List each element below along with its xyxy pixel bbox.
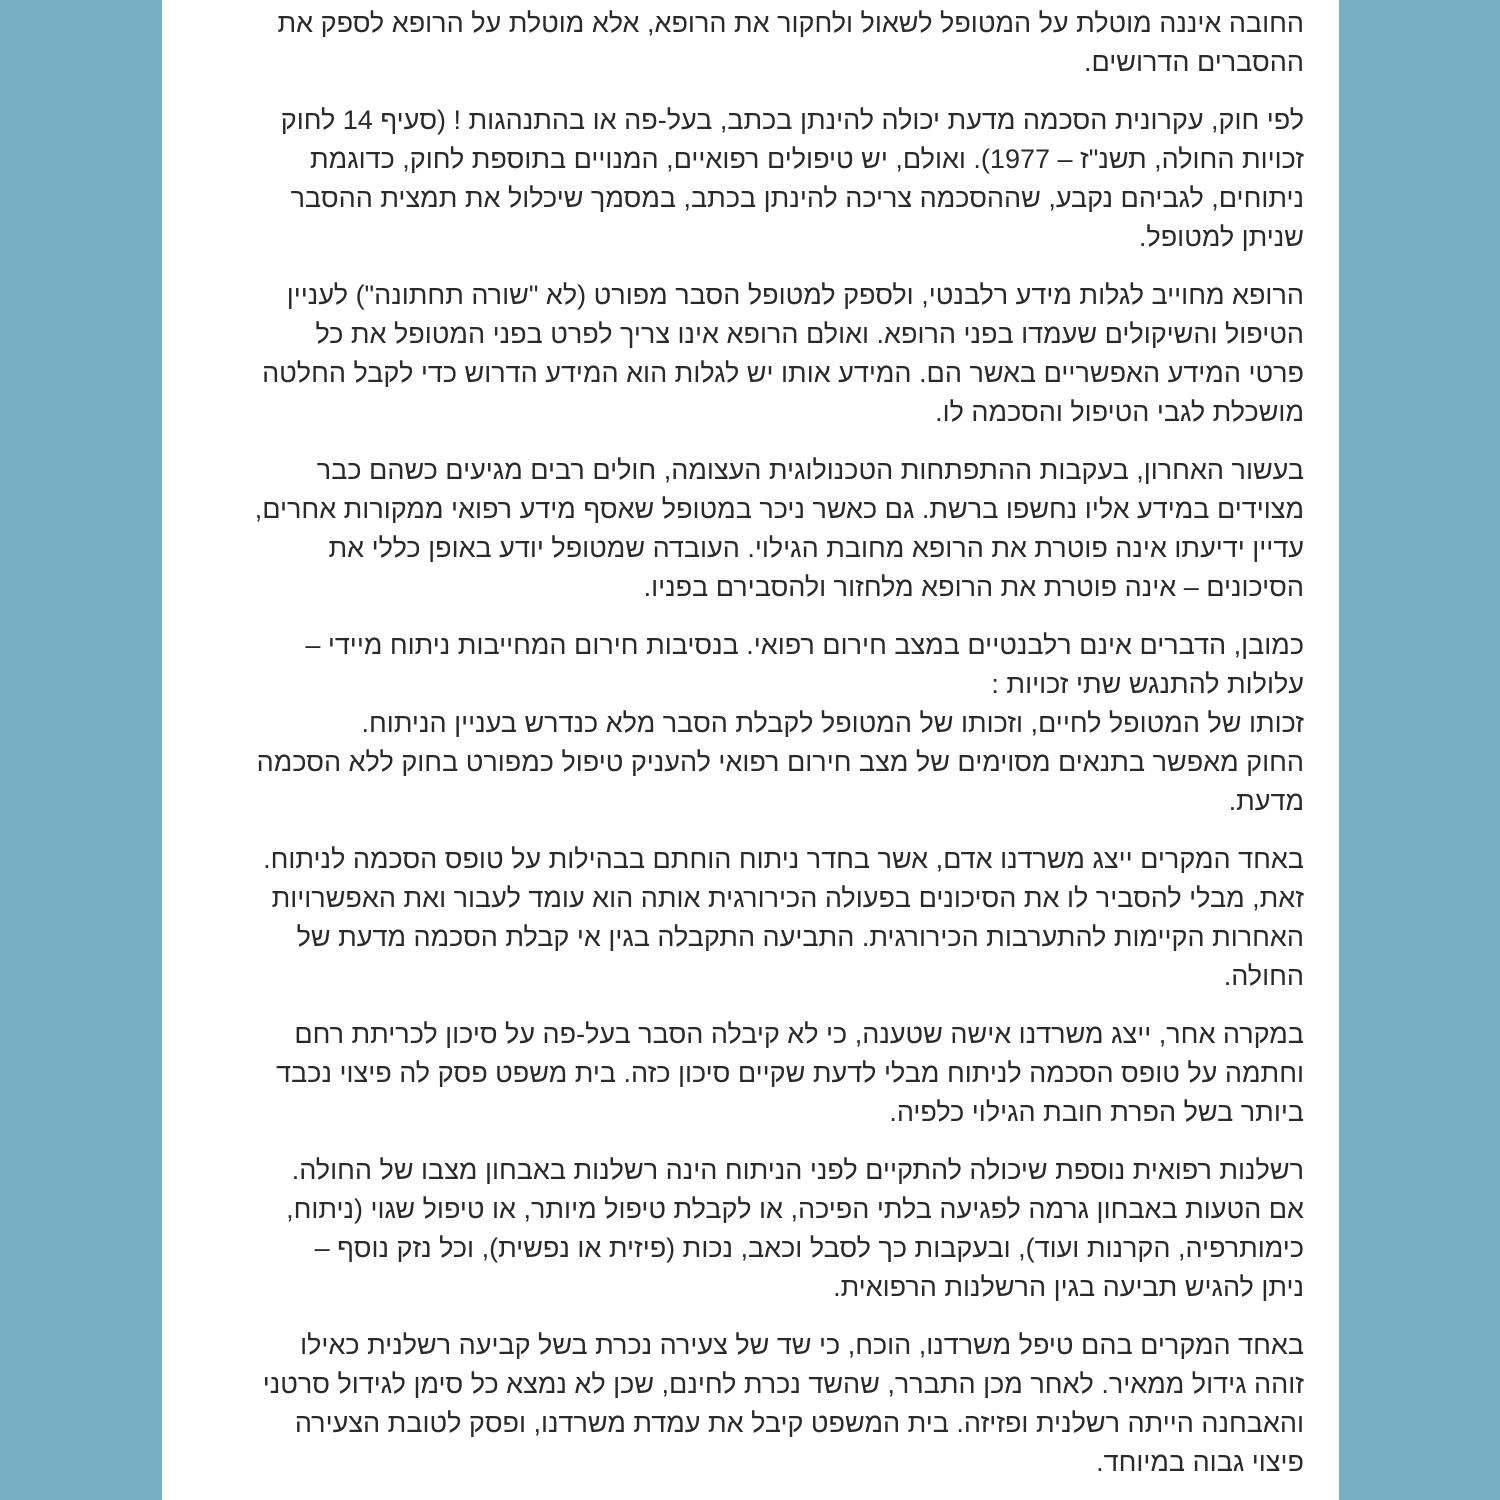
text-line: ביותר בשל הפרת חובת הגילוי כלפיה. (889, 1097, 1304, 1127)
paragraph (186, 626, 1304, 821)
text-line: כמובן, הדברים אינם רלבנטיים במצב חירום רפואי. בנסיבות חירום המחייבות ניתוח מיידי – (305, 630, 1304, 660)
text-line: מצוידים במידע אליו נחשפו ברשת. גם כאשר ניכר במטופל שאסף מידע רפואי ממקורות אחרים, (254, 494, 1304, 524)
text-line: החוק מאפשר בתנאים מסוימים של מצב חירום רפואי להעניק טיפול כמפורט בחוק ללא הסכמה (256, 747, 1304, 777)
text-line: זאת, מבלי להסביר לו את הסיכונים בפעולה הכירורגית אותה הוא עומד לעבור ואת האפשרויות (271, 883, 1304, 913)
text-line: פרטי המידע האפשריים באשר הם. המידע אותו יש לגלות הוא המידע הדרוש כדי לקבל החלטה (262, 358, 1304, 388)
text-line: ניתוחים, לגביהם נקבע, שההסכמה צריכה להינתן בכתב, במסמך שיכלול את תמצית ההסבר (290, 183, 1304, 213)
text-line: וחתמה על טופס הסכמה לניתוח מבלי לדעת שקיים סיכון כזה. בית משפט פסק לה פיצוי נכבד (276, 1058, 1304, 1088)
text-line: הרופא מחוייב לגלות מידע רלבנטי, ולספק למטופל הסבר מפורט (לא "שורה תחתונה") לעניין (286, 280, 1304, 310)
text-line: זוהה גידול ממאיר. לאחר מכן התברר, שהשד נכרת לחינם, שכן לא נמצא כל סימן לגידול סרטני (262, 1369, 1304, 1399)
paragraph (186, 4, 1304, 82)
text-line: עלולות להתנגש שתי זכויות : (991, 669, 1304, 699)
paragraph (186, 451, 1304, 607)
text-line: הסיכונים – אינה פוטרת את הרופא מלחזור ולהסבירם בפניו. (643, 572, 1304, 602)
text-line: החולה. (1223, 961, 1304, 991)
text-line: זכותו של המטופל לחיים, וזכותו של המטופל לקבלת הסבר מלא כנדרש בעניין הניתוח. (361, 708, 1304, 738)
text-line: פיצוי גבוה במיוחד. (1096, 1447, 1304, 1477)
text-line: ניתן להגיש תביעה בגין הרשלנות הרפואית. (833, 1272, 1304, 1302)
text-line: בעשור האחרון, בעקבות ההתפתחות הטכנולוגית העצומה, חולים רבים מגיעים כשהם כבר (316, 455, 1304, 485)
text-line: במקרה אחר, ייצג משרדנו אישה שטענה, כי לא קיבלה הסבר בעל-פה על סיכון לכריתת רחם (294, 1019, 1304, 1049)
text-line: זכויות החולה, תשנ"ז – 1977). ואולם, יש טיפולים רפואיים, המנויים בתוספת לחוק, כדוגמת (310, 144, 1304, 174)
paragraph (186, 1326, 1304, 1482)
text-line: מדעת. (1228, 786, 1304, 816)
paragraph (186, 276, 1304, 432)
paragraph (186, 1015, 1304, 1132)
text-line: האחרות הקיימות להתערבות הכירורגית. התביעה התקבלה בגין אי קבלת הסכמה מדעת של (296, 922, 1304, 952)
paragraph (186, 1151, 1304, 1307)
text-line: באחד המקרים ייצג משרדנו אדם, אשר בחדר ניתוח הוחתם בבהילות על טופס הסכמה לניתוח. (263, 844, 1304, 874)
paragraph (186, 101, 1304, 257)
text-line: מושכלת לגבי הטיפול והסכמה לו. (935, 397, 1304, 427)
text-line: רשלנות רפואית נוספת שיכולה להתקיים לפני הניתוח הינה רשלנות באבחון מצבו של החולה. (291, 1155, 1304, 1185)
text-line: אם הטעות באבחון גרמה לפגיעה בלתי הפיכה, או לקבלת טיפול מיותר, או טיפול שגוי (ניתוח, (286, 1194, 1304, 1224)
document-text-block (162, 0, 1339, 1482)
text-line: ההסברים הדרושים. (1083, 47, 1304, 77)
text-line: שניתן למטופל. (1138, 222, 1304, 252)
text-line: עדיין ידיעתו אינה פוטרת את הרופא מחובת הגילוי. העובדה שמטופל יודע באופן כללי את (328, 533, 1304, 563)
text-line: לפי חוק, עקרונית הסכמה מדעת יכולה להינתן בכתב, בעל-פה או בהתנהגות ! (סעיף 14 לחוק (280, 105, 1304, 135)
text-line: הטיפול והשיקולים שעמדו בפני הרופא. ואולם הרופא אינו צריך לפרט בפני המטופל את כל (315, 319, 1304, 349)
paragraph (186, 840, 1304, 996)
document-page (162, 0, 1339, 1500)
text-line: החובה איננה מוטלת על המטופל לשאול ולחקור את הרופא, אלא מוטלת על הרופא לספק את (277, 8, 1304, 38)
text-line: והאבחנה הייתה רשלנית ופזיזה. בית המשפט קיבל את עמדת משרדנו, ופסק לטובת הצעירה (294, 1408, 1304, 1438)
text-line: באחד המקרים בהם טיפל משרדנו, הוכח, כי שד של צעירה נכרת בשל קביעה רשלנית כאילו (300, 1330, 1304, 1360)
text-line: כימותרפיה, הקרנות ועוד), ובעקבות כך לסבל וכאב, נכות (פיזית או נפשית), וכל נזק נוסף – (314, 1233, 1304, 1263)
